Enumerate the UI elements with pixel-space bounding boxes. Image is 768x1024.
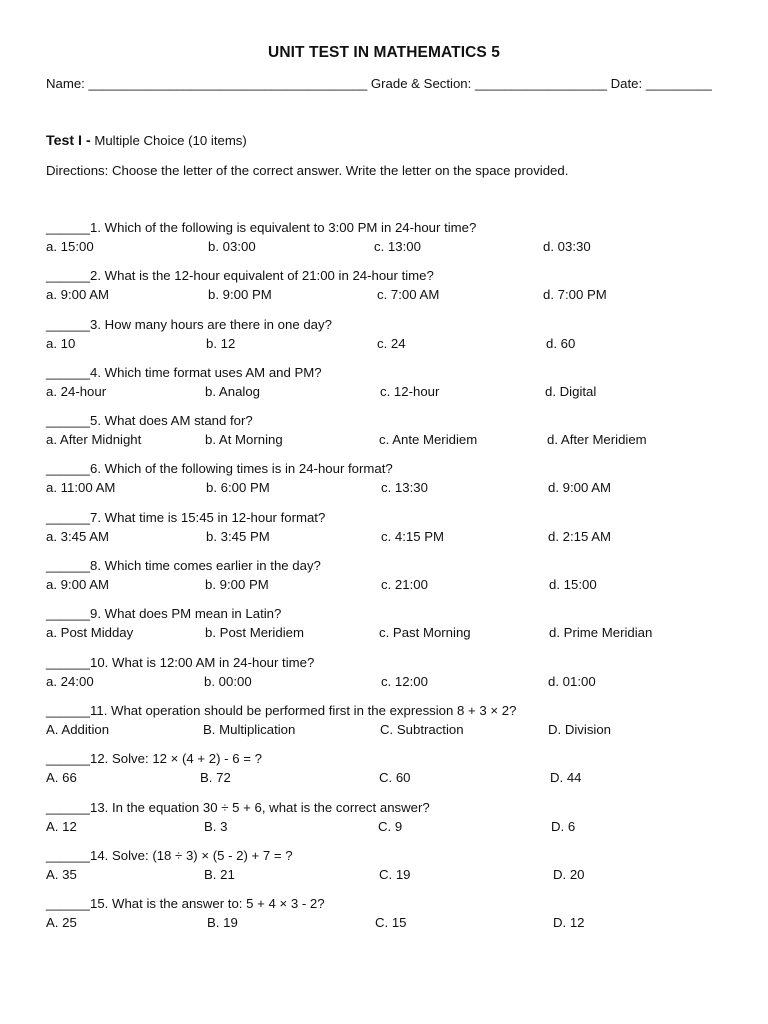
answer-option: D. 6 bbox=[551, 818, 576, 834]
answer-option: a. 9:00 AM bbox=[46, 287, 110, 303]
answer-option: a. 24:00 bbox=[46, 673, 94, 689]
answer-option: B. 21 bbox=[204, 866, 235, 882]
answer-option: C. 19 bbox=[379, 866, 411, 882]
answer-option: c. 13:30 bbox=[381, 480, 428, 496]
answer-option: a. 15:00 bbox=[46, 239, 94, 254]
question-text: ______4. Which time format uses AM and PM? bbox=[46, 364, 322, 380]
answer-options bbox=[46, 867, 746, 886]
answer-options bbox=[46, 915, 746, 934]
answer-option: b. Post Meridiem bbox=[205, 625, 304, 641]
answer-option: c. 21:00 bbox=[381, 577, 428, 593]
question-text: ______14. Solve: (18 ÷ 3) × (5 - 2) + 7 = ? bbox=[46, 847, 293, 863]
answer-option: D. 44 bbox=[550, 770, 582, 786]
answer-option: C. 15 bbox=[375, 915, 407, 931]
answer-option: C. 9 bbox=[378, 818, 403, 834]
answer-option: B. 72 bbox=[200, 770, 231, 786]
question-item bbox=[46, 703, 746, 751]
answer-option: B. 3 bbox=[204, 818, 228, 834]
answer-option: b. Analog bbox=[205, 383, 260, 399]
answer-option: b. 9:00 PM bbox=[208, 287, 272, 303]
answer-option: d. 15:00 bbox=[549, 577, 597, 593]
test-label: Test I - bbox=[46, 133, 91, 149]
answer-options bbox=[46, 819, 746, 838]
answer-options bbox=[46, 529, 746, 548]
question-item bbox=[46, 655, 746, 703]
answer-options bbox=[46, 480, 746, 499]
answer-option: b. 9:00 PM bbox=[205, 577, 269, 593]
answer-option: b. At Morning bbox=[205, 432, 283, 448]
answer-option: b. 03:00 bbox=[208, 239, 256, 254]
answer-option: d. After Meridiem bbox=[547, 432, 647, 448]
answer-options bbox=[46, 287, 746, 306]
answer-option: c. Ante Meridiem bbox=[379, 432, 478, 448]
answer-option: d. Digital bbox=[545, 383, 597, 399]
answer-option: d. 9:00 AM bbox=[548, 480, 612, 496]
answer-option: A. 12 bbox=[46, 818, 77, 834]
question-text: ______6. Which of the following times is in 24-hour format? bbox=[46, 461, 393, 477]
question-item bbox=[46, 848, 746, 896]
answer-option: b. 3:45 PM bbox=[206, 528, 270, 544]
question-item bbox=[46, 317, 746, 365]
question-text: ______13. In the equation 30 ÷ 5 + 6, what is the correct answer? bbox=[46, 799, 430, 815]
answer-option: c. 12:00 bbox=[381, 673, 428, 689]
question-item bbox=[46, 365, 746, 413]
answer-option: B. Multiplication bbox=[203, 721, 296, 737]
question-list bbox=[46, 220, 746, 944]
question-item bbox=[46, 220, 746, 268]
test-heading bbox=[46, 133, 247, 149]
answer-option: a. Post Midday bbox=[46, 625, 134, 641]
answer-option: A. 25 bbox=[46, 915, 77, 931]
answer-option: c. Past Morning bbox=[379, 625, 471, 641]
answer-option: c. 7:00 AM bbox=[377, 287, 440, 303]
answer-option: b. 12 bbox=[206, 335, 236, 351]
question-text: ______3. How many hours are there in one day? bbox=[46, 316, 332, 332]
question-text: ______9. What does PM mean in Latin? bbox=[46, 606, 282, 622]
answer-option: a. 9:00 AM bbox=[46, 577, 110, 593]
answer-option: c. 4:15 PM bbox=[381, 528, 445, 544]
question-item bbox=[46, 751, 746, 799]
question-text: ______15. What is the answer to: 5 + 4 × 3 - 2? bbox=[46, 896, 325, 912]
question-text: ______7. What time is 15:45 in 12-hour format? bbox=[46, 509, 326, 525]
answer-option: B. 19 bbox=[207, 915, 238, 931]
answer-options bbox=[46, 336, 746, 355]
answer-option: A. 66 bbox=[46, 770, 77, 786]
answer-option: d. 03:30 bbox=[543, 239, 591, 254]
question-item bbox=[46, 461, 746, 509]
question-item bbox=[46, 558, 746, 606]
answer-option: C. Subtraction bbox=[380, 721, 464, 737]
answer-options bbox=[46, 239, 746, 258]
answer-option: c. 24 bbox=[377, 335, 406, 351]
answer-options bbox=[46, 577, 746, 596]
answer-option: A. Addition bbox=[46, 721, 110, 737]
question-item bbox=[46, 896, 746, 944]
question-item bbox=[46, 606, 746, 654]
test-type: Multiple Choice (10 items) bbox=[94, 133, 247, 148]
answer-option: d. Prime Meridian bbox=[549, 625, 653, 641]
answer-option: A. 35 bbox=[46, 866, 77, 882]
question-item bbox=[46, 510, 746, 558]
answer-option: a. 24-hour bbox=[46, 383, 107, 399]
answer-option: d. 01:00 bbox=[548, 673, 596, 689]
answer-option: d. 60 bbox=[546, 335, 576, 351]
answer-option: c. 12-hour bbox=[380, 383, 440, 399]
answer-option: D. Division bbox=[548, 721, 612, 737]
question-item bbox=[46, 800, 746, 848]
answer-option: d. 2:15 AM bbox=[548, 528, 612, 544]
question-text: ______8. Which time comes earlier in the day? bbox=[46, 558, 321, 574]
answer-option: a. After Midnight bbox=[46, 432, 142, 448]
answer-options bbox=[46, 770, 746, 789]
question-item bbox=[46, 413, 746, 461]
answer-options bbox=[46, 674, 746, 693]
question-text: ______2. What is the 12-hour equivalent of 21:00 in 24-hour time? bbox=[46, 268, 434, 284]
question-text: ______10. What is 12:00 AM in 24-hour time? bbox=[46, 654, 315, 670]
question-text: ______11. What operation should be performed first in the expression 8 + 3 × 2? bbox=[46, 702, 517, 718]
question-text: ______12. Solve: 12 × (4 + 2) - 6 = ? bbox=[46, 751, 262, 767]
answer-option: b. 00:00 bbox=[204, 673, 252, 689]
page-title: UNIT TEST IN MATHEMATICS 5 bbox=[268, 44, 500, 61]
answer-options bbox=[46, 625, 746, 644]
answer-option: b. 6:00 PM bbox=[206, 480, 270, 496]
answer-option: D. 12 bbox=[553, 915, 585, 931]
question-item bbox=[46, 268, 746, 316]
answer-option: a. 3:45 AM bbox=[46, 528, 110, 544]
answer-option: c. 13:00 bbox=[374, 239, 421, 254]
student-info-line: Name: ______________________________________ Grade & Section: __________________ Date: _________ bbox=[46, 76, 712, 91]
answer-option: a. 11:00 AM bbox=[46, 480, 116, 496]
answer-options bbox=[46, 722, 746, 741]
directions: Directions: Choose the letter of the correct answer. Write the letter on the space provided. bbox=[46, 163, 569, 178]
answer-option: C. 60 bbox=[379, 770, 411, 786]
question-text: ______5. What does AM stand for? bbox=[46, 413, 253, 429]
question-text: ______1. Which of the following is equivalent to 3:00 PM in 24-hour time? bbox=[46, 220, 477, 235]
answer-options bbox=[46, 432, 746, 451]
answer-option: d. 7:00 PM bbox=[543, 287, 607, 303]
answer-option: D. 20 bbox=[553, 866, 585, 882]
answer-options bbox=[46, 384, 746, 403]
answer-option: a. 10 bbox=[46, 335, 76, 351]
